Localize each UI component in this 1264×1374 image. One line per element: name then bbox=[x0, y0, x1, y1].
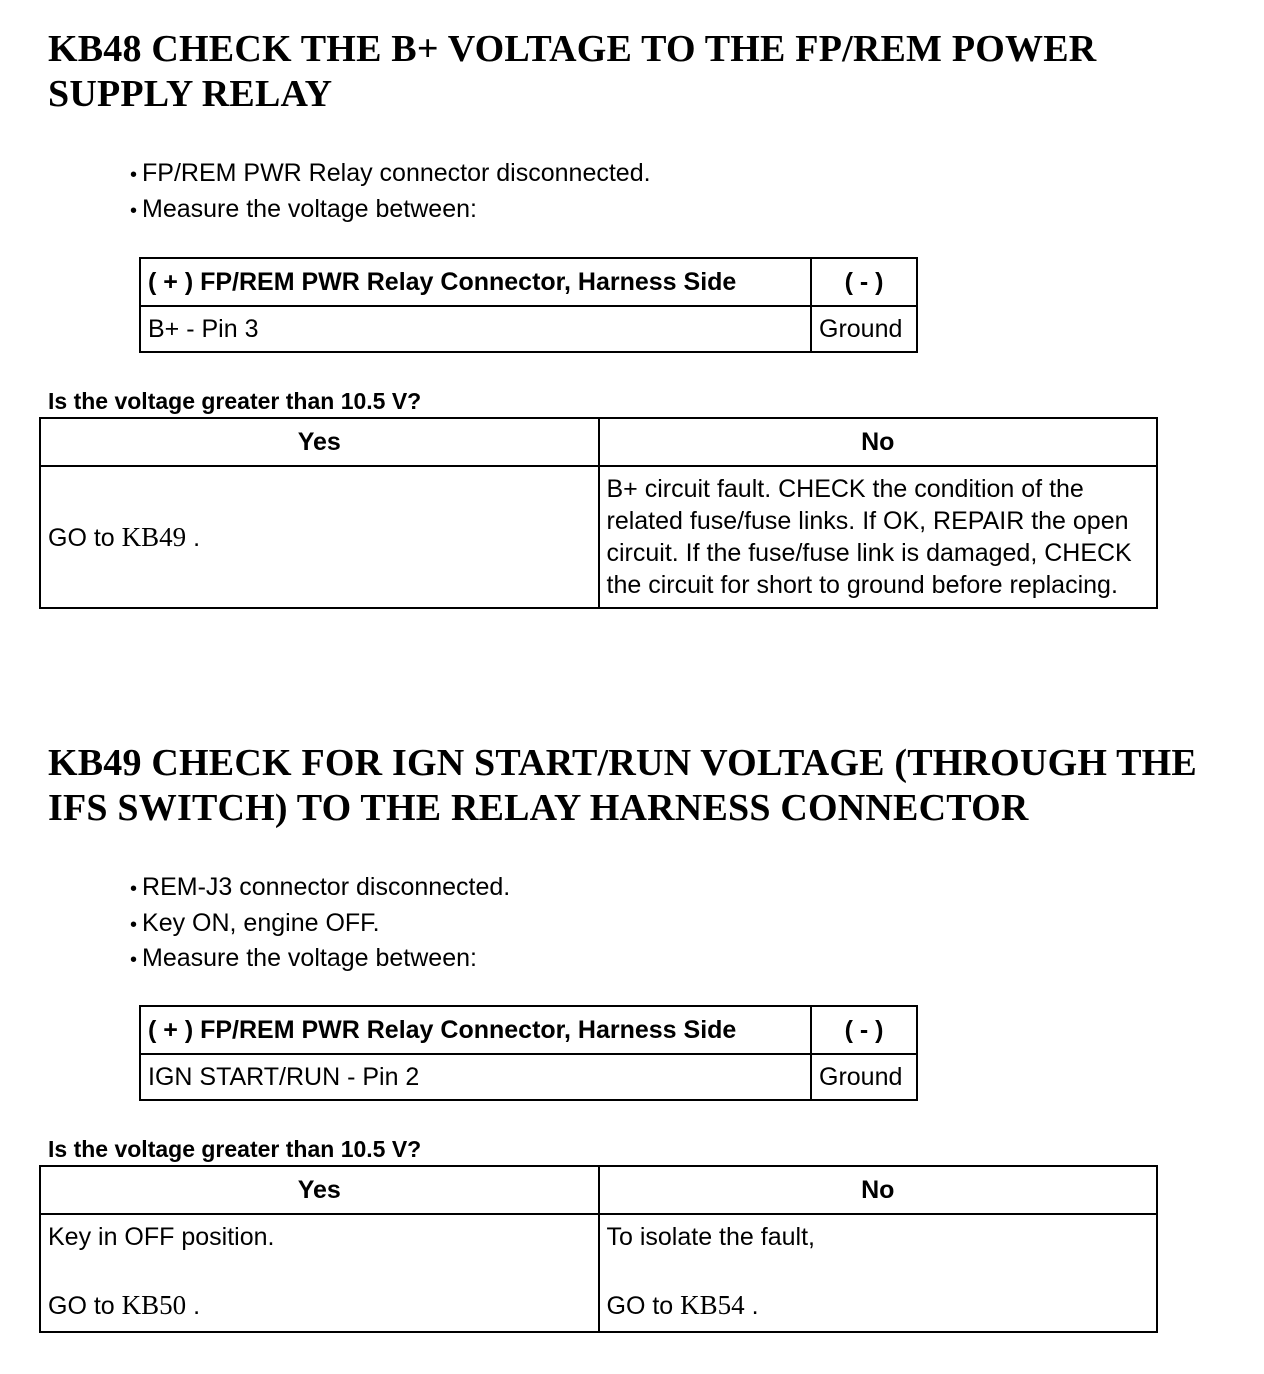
negative-probe-cell: Ground bbox=[811, 1054, 917, 1100]
kb50-link[interactable]: KB50 bbox=[121, 1290, 187, 1320]
kb48-question: Is the voltage greater than 10.5 V? bbox=[48, 388, 422, 414]
yes-header: Yes bbox=[40, 1166, 599, 1214]
no-header: No bbox=[599, 418, 1158, 466]
column-header-positive: ( + ) FP/REM PWR Relay Connector, Harness Side bbox=[140, 1006, 811, 1054]
table-row bbox=[140, 1054, 917, 1100]
kb48-instructions bbox=[130, 157, 651, 228]
list-item: • FP/REM PWR Relay connector disconnected. bbox=[130, 157, 651, 193]
yes-condition: Key in OFF position. bbox=[48, 1223, 275, 1251]
list-item: • Measure the voltage between: bbox=[130, 942, 510, 978]
no-action: To isolate the fault, GO to KB54 . bbox=[599, 1214, 1158, 1332]
negative-probe-cell: Ground bbox=[811, 306, 917, 352]
table-row bbox=[40, 466, 1157, 608]
yes-action: GO to KB49 . bbox=[40, 466, 599, 608]
no-condition: To isolate the fault, bbox=[606, 1223, 815, 1251]
kb48-title: KB48 CHECK THE B+ VOLTAGE TO THE FP/REM POWER SUPPLY RELAY bbox=[48, 28, 1097, 115]
list-item: • Measure the voltage between: bbox=[130, 193, 651, 229]
yes-action: Key in OFF position. GO to KB50 . bbox=[40, 1214, 599, 1332]
column-header-negative: ( - ) bbox=[811, 1006, 917, 1054]
no-action: B+ circuit fault. CHECK the condition of the related fuse/fuse links. If OK, REPAIR the open circuit. If the fuse/fuse link is damaged, CHECK the circuit for short to ground before replacing. bbox=[599, 466, 1158, 608]
kb49-instructions bbox=[130, 871, 510, 978]
kb49-title: KB49 CHECK FOR IGN START/RUN VOLTAGE (THROUGH THE IFS SWITCH) TO THE RELAY HARNESS CONNECTOR bbox=[48, 742, 1197, 829]
column-header-negative: ( - ) bbox=[811, 258, 917, 306]
kb48-measurement-table bbox=[139, 257, 918, 353]
kb49-link[interactable]: KB49 bbox=[121, 521, 187, 552]
list-item: • Key ON, engine OFF. bbox=[130, 907, 510, 943]
kb54-link[interactable]: KB54 bbox=[680, 1290, 745, 1320]
positive-probe-cell: B+ - Pin 3 bbox=[140, 306, 811, 352]
kb49-result-table bbox=[39, 1165, 1158, 1333]
table-row bbox=[140, 306, 917, 352]
yes-header: Yes bbox=[40, 418, 599, 466]
list-item: • REM-J3 connector disconnected. bbox=[130, 871, 510, 907]
column-header-positive: ( + ) FP/REM PWR Relay Connector, Harness Side bbox=[140, 258, 811, 306]
table-row bbox=[40, 1214, 1157, 1332]
no-header: No bbox=[599, 1166, 1158, 1214]
positive-probe-cell: IGN START/RUN - Pin 2 bbox=[140, 1054, 811, 1100]
kb49-question: Is the voltage greater than 10.5 V? bbox=[48, 1136, 422, 1162]
kb49-measurement-table bbox=[139, 1005, 918, 1101]
kb48-result-table bbox=[39, 417, 1158, 609]
